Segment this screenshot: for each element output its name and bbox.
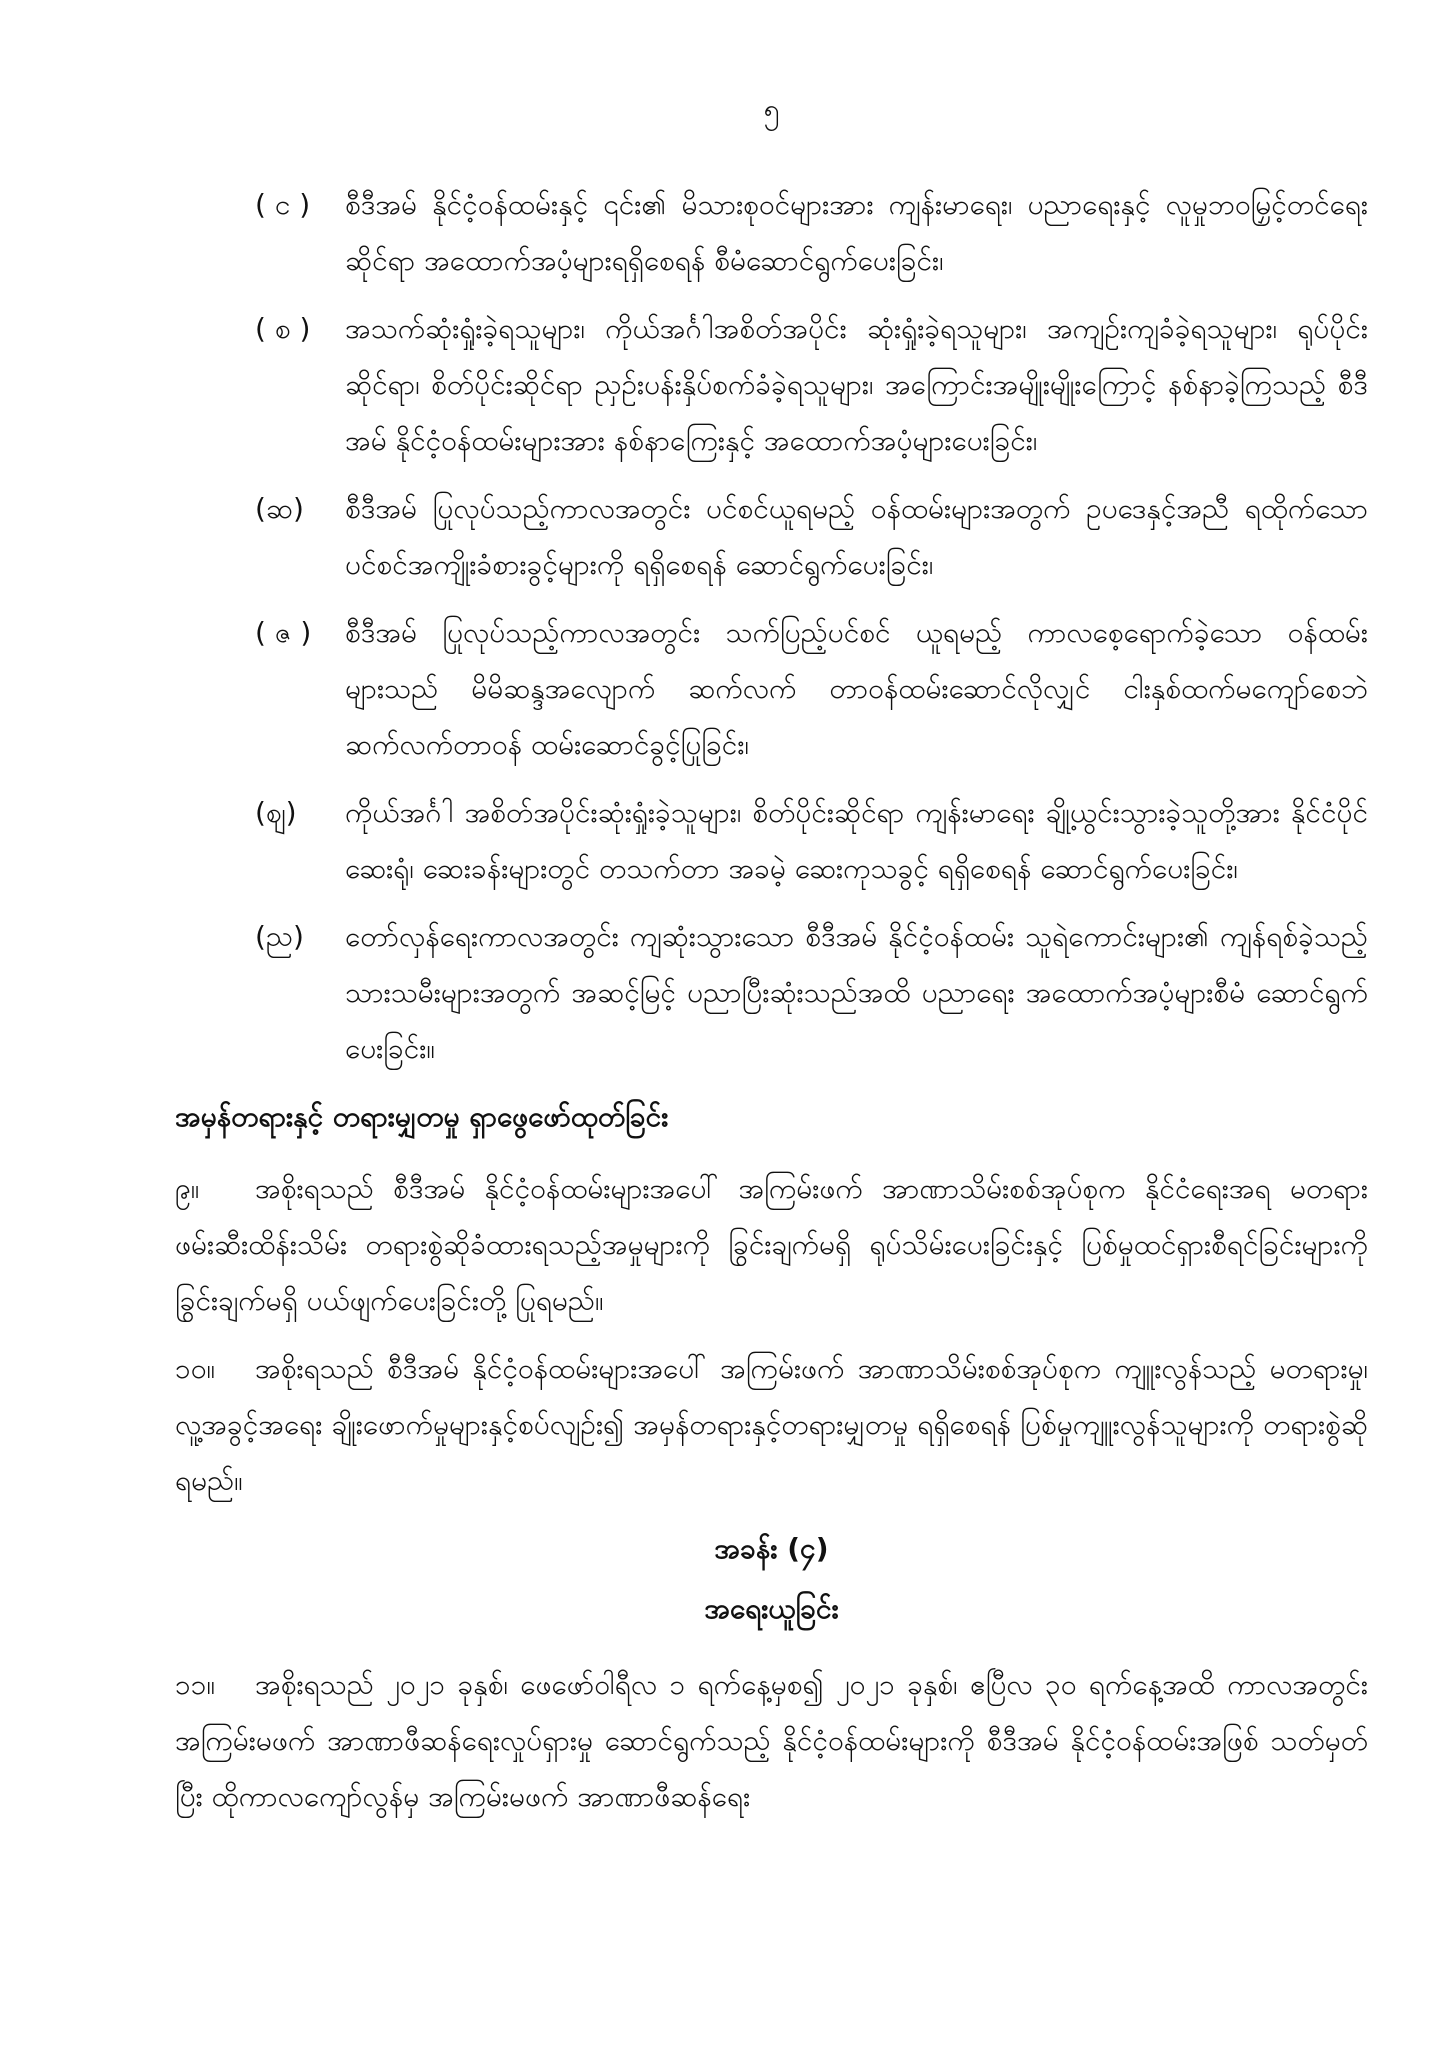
provision-item-text: စီဒီအမ် ပြုလုပ်သည့်ကာလအတွင်း သက်ပြည့်ပင်စင် ယူရမည့် ကာလစေ့ရောက်ခဲ့သော ဝန်ထမ်းများသည် မိမိဆန္ဒအလျောက် ဆက်လက် တာဝန်ထမ်းဆောင်လိုလျှင် ငါးနှစ်ထက်မကျော်စေဘဲ ဆက်လက်တာဝန် ထမ်းဆောင်ခွင့်ပြုခြင်း၊ (345, 616, 1368, 761)
provision-item (175, 785, 1368, 897)
paragraph-text: အစိုးရသည် စီဒီအမ် နိုင်ငံ့ဝန်ထမ်းများအပေါ် အကြမ်းဖက် အာဏာသိမ်းစစ်အုပ်စုက ကျူးလွန်သည့် မတရားမှု၊ လူ့အခွင့်အရေး ချိုးဖောက်မှုများနှင့်စပ်လျဉ်း၍ အမှန်တရားနှင့်တရားမျှတမှု ရရှိစေရန် ပြစ်မှုကျူးလွန်သူများကို တရားစွဲဆိုရမည်။ (175, 1352, 1368, 1497)
provision-item-text: ကိုယ်အင်္ဂါ အစိတ်အပိုင်းဆုံးရှုံးခဲ့သူများ၊ စိတ်ပိုင်းဆိုင်ရာ ကျန်းမာရေး ချို့ယွင်းသွားခဲ့သူတို့အား နိုင်ငံပိုင်ဆေးရုံ၊ ဆေးခန်းများတွင် တသက်တာ အခမဲ့ ဆေးကုသခွင့် ရရှိစေရန် ဆောင်ရွက်ပေးခြင်း၊ (345, 796, 1368, 885)
provision-item-label: (ည) (255, 920, 304, 953)
provision-item (175, 481, 1368, 593)
section-heading: အမှန်တရားနှင့် တရားမျှတမှု ရှာဖွေဖော်ထုတ်ခြင်း (175, 1100, 669, 1133)
provision-item (175, 177, 1368, 289)
paragraph-text: အစိုးရသည် ၂၀၂၁ ခုနှစ်၊ ဖေဖော်ဝါရီလ ၁ ရက်နေ့မှစ၍ ၂၀၂၁ ခုနှစ်၊ ဧပြီလ ၃၀ ရက်နေ့အထိ ကာလအတွင်း အကြမ်းမဖက် အာဏာဖီဆန်ရေးလှုပ်ရှားမှု ဆောင်ရွက်သည့် နိုင်ငံ့ဝန်ထမ်းများကို စီဒီအမ် နိုင်ငံ့ဝန်ထမ်းအဖြစ် သတ်မှတ်ပြီး ထိုကာလကျော်လွန်မှ အကြမ်းမဖက် အာဏာဖီဆန်ရေး (175, 1668, 1368, 1813)
paragraph-number: ၉။ (175, 1172, 200, 1205)
numbered-paragraph (175, 1657, 1368, 1825)
paragraph-number: ၁၀။ (175, 1352, 215, 1385)
provision-item-list (175, 177, 1368, 1077)
chapter-title: အရေးယူခြင်း (704, 1592, 839, 1625)
provision-item-text: စီဒီအမ် နိုင်ငံ့ဝန်ထမ်းနှင့် ၎င်း၏ မိသားစုဝင်များအား ကျန်းမာရေး၊ ပညာရေးနှင့် လူမှုဘဝမြှင့်တင်ရေးဆိုင်ရာ အထောက်အပံ့များရရှိစေရန် စီမံဆောင်ရွက်ပေးခြင်း၊ (345, 188, 1368, 277)
provision-item-text: အသက်ဆုံးရှုံးခဲ့ရသူများ၊ ကိုယ်အင်္ဂါအစိတ်အပိုင်း ဆုံးရှုံးခဲ့ရသူများ၊ အကျဉ်းကျခံခဲ့ရသူများ၊ ရုပ်ပိုင်းဆိုင်ရာ၊ စိတ်ပိုင်းဆိုင်ရာ ညှဉ်းပန်းနှိပ်စက်ခံခဲ့ရသူများ၊ အကြောင်းအမျိုးမျိုးကြောင့် နစ်နာခဲ့ကြသည့် စီဒီအမ် နိုင်ငံ့ဝန်ထမ်းများအား နစ်နာကြေးနှင့် အထောက်အပံ့များပေးခြင်း၊ (345, 312, 1368, 457)
provision-item-label: ( စ ) (255, 312, 311, 345)
provision-item-label: ( င ) (255, 188, 311, 221)
provision-item (175, 909, 1368, 1077)
provision-item-label: (ဈ) (255, 796, 297, 829)
provision-item (175, 605, 1368, 773)
provision-item (175, 301, 1368, 469)
provision-item-label: ( ဇ ) (255, 616, 312, 649)
chapter-label: အခန်း (၄) (714, 1532, 829, 1565)
page-number: ၅ (763, 93, 780, 126)
provision-item-label: (ဆ) (255, 492, 304, 525)
paragraph-number: ၁၁။ (175, 1668, 215, 1701)
paragraph-text: အစိုးရသည် စီဒီအမ် နိုင်ငံ့ဝန်ထမ်းများအပေါ် အကြမ်းဖက် အာဏာသိမ်းစစ်အုပ်စုက နိုင်ငံရေးအရ မတရားဖမ်းဆီးထိန်းသိမ်း တရားစွဲဆိုခံထားရသည့်အမှုများကို ခြွင်းချက်မရှိ ရုပ်သိမ်းပေးခြင်းနှင့် ပြစ်မှုထင်ရှားစီရင်ခြင်းများကို ခြွင်းချက်မရှိ ပယ်ဖျက်ပေးခြင်းတို့ ပြုရမည်။ (175, 1172, 1368, 1317)
provision-item-text: တော်လှန်ရေးကာလအတွင်း ကျဆုံးသွားသော စီဒီအမ် နိုင်ငံ့ဝန်ထမ်း သူရဲကောင်းများ၏ ကျန်ရစ်ခဲ့သည့် သားသမီးများအတွက် အဆင့်မြင့် ပညာပြီးဆုံးသည်အထိ ပညာရေး အထောက်အပံ့များစီမံ ဆောင်ရွက်ပေးခြင်း။ (345, 920, 1368, 1065)
numbered-paragraph (175, 1161, 1368, 1329)
numbered-paragraph (175, 1341, 1368, 1509)
provision-item-text: စီဒီအမ် ပြုလုပ်သည့်ကာလအတွင်း ပင်စင်ယူရမည့် ဝန်ထမ်းများအတွက် ဥပဒေနှင့်အညီ ရထိုက်သော ပင်စင်အကျိုးခံစားခွင့်များကို ရရှိစေရန် ဆောင်ရွက်ပေးခြင်း၊ (345, 492, 1368, 581)
